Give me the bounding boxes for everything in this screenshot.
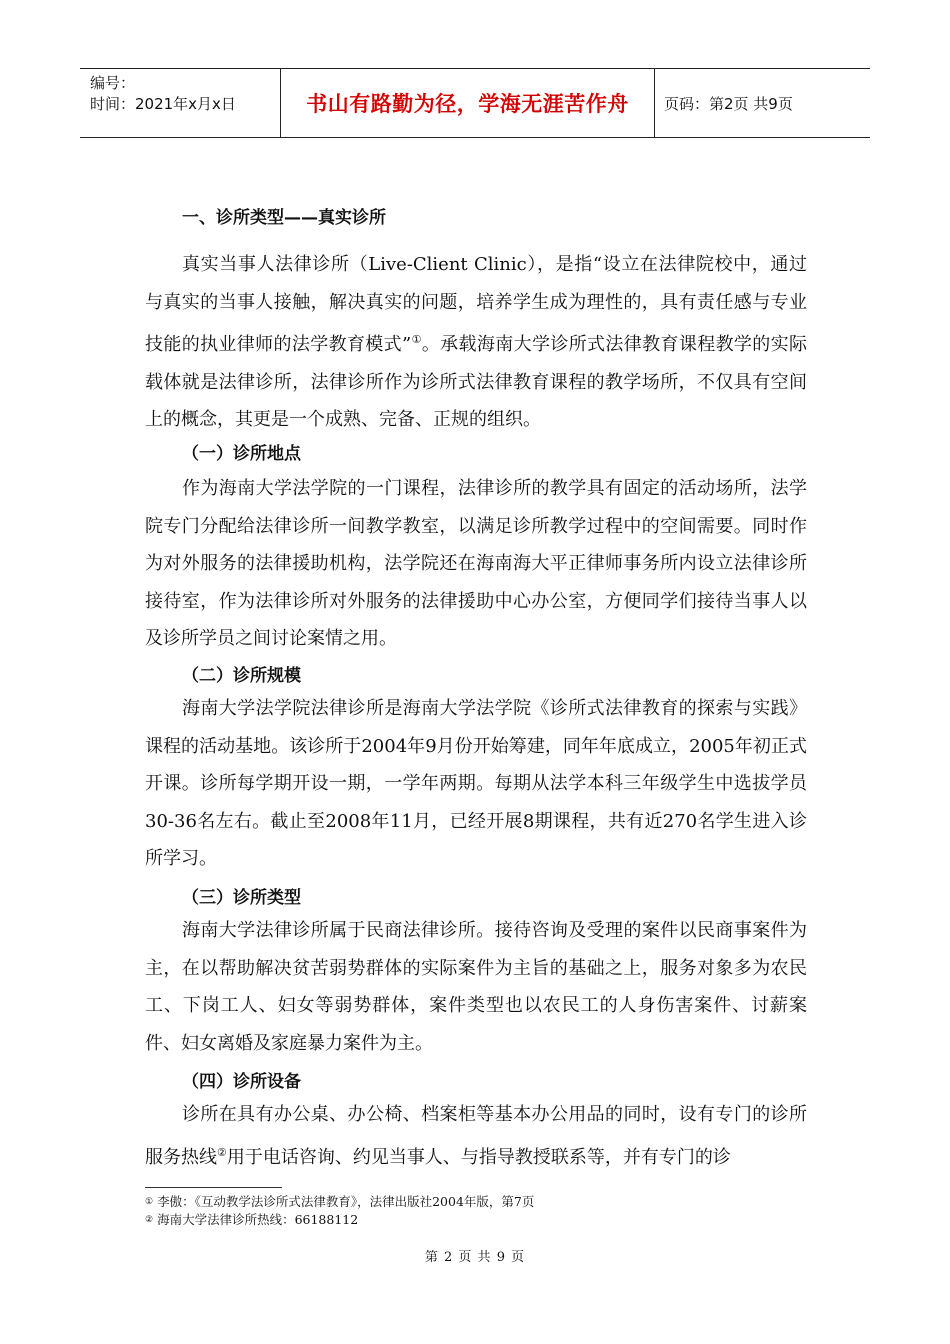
equipment-text-a: 诊所在具有办公桌、办公椅、档案柜等基本办公用品的同时，设有专门的诊所服务热线	[145, 1104, 807, 1168]
paragraph-type: 海南大学法律诊所属于民商法律诊所。接待咨询及受理的案件以民商事案件为主，在以帮助解决贫苦弱势群体的实际案件为主旨的基础之上，服务对象多为农民工、下岗工人、妇女等弱势群体，案件类型也以农民工的人身伤害案件、讨薪案件、妇女离婚及家庭暴力案件为主。	[145, 920, 807, 1054]
header-page-label: 页码：第2页 共9页	[664, 94, 793, 113]
equipment-text-b: 用于电话咨询、约见当事人、与指导教授联系等，并有专门的诊	[226, 1146, 731, 1168]
header-motto: 书山有路勤为径，学海无涯苦作舟	[281, 69, 655, 137]
paragraph-scale: 海南大学法学院法律诊所是海南大学法学院《诊所式法律教育的探索与实践》课程的活动基地。该诊所于2004年9月份开始筹建，同年年底成立，2005年初正式开课。诊所每学期开设一期，一学年两期。每期从法学本科三年级学生中选拔学员30-36名左右。截止至2008年11月，已经开展8期课程，共有近270名学生进入诊所学习。	[145, 698, 807, 869]
header-table	[80, 68, 870, 138]
footnote-1	[145, 1194, 534, 1210]
footnote-divider	[145, 1187, 282, 1188]
footnote-ref-1[interactable]: ①	[411, 333, 422, 346]
header-meta	[80, 69, 281, 137]
intro-paragraph	[145, 246, 807, 439]
paragraph-location: 作为海南大学法学院的一门课程，法律诊所的教学具有固定的活动场所，法学院专门分配给法律诊所一间教学教室，以满足诊所教学过程中的空间需要。同时作为对外服务的法律援助机构，法学院还在海南海大平正律师事务所内设立法律诊所接待室，作为法律诊所对外服务的法律援助中心办公室，方便同学们接待当事人以及诊所学员之间讨论案情之用。	[145, 478, 807, 649]
heading-type: （三）诊所类型	[182, 888, 301, 908]
section-title: 一、诊所类型——真实诊所	[182, 208, 386, 228]
time-label: 时间：2021年x月x日	[90, 95, 236, 113]
footnote-ref-2[interactable]: ②	[217, 1145, 227, 1159]
footnote-1-mark: ①	[145, 1197, 154, 1207]
footnote-2-mark: ②	[145, 1215, 154, 1225]
intro-text-rest: 。承载海南大学诊所式法律教育课程教学的实际载体就是法律诊所，法律诊所作为诊所式法律教育课程的教学场所，不仅具有空间上的概念，其更是一个成熟、完备、正规的组织。	[145, 334, 808, 430]
heading-scale: （二）诊所规模	[182, 666, 301, 686]
number-label: 编号：	[90, 74, 136, 92]
heading-location: （一）诊所地点	[182, 444, 301, 464]
paragraph-equipment	[145, 1096, 807, 1176]
footnote-1-text: 李傲：《互动教学法诊所式法律教育》，法律出版社2004年版，第7页	[157, 1194, 535, 1209]
footnote-2-text: 海南大学法律诊所热线：66188112	[157, 1212, 359, 1227]
footnote-2	[145, 1212, 358, 1228]
page-footer: 第 2 页 共 9 页	[424, 1250, 526, 1265]
heading-equipment: （四）诊所设备	[182, 1072, 301, 1092]
intro-text: 真实当事人法律诊所（Live-Client Clinic），是指“设立在法律院校中，通过与真实的当事人接触，解决真实的问题，培养学生成为理性的，具有责任感与专业技能的执业律师的法学教育模式”	[145, 254, 807, 355]
